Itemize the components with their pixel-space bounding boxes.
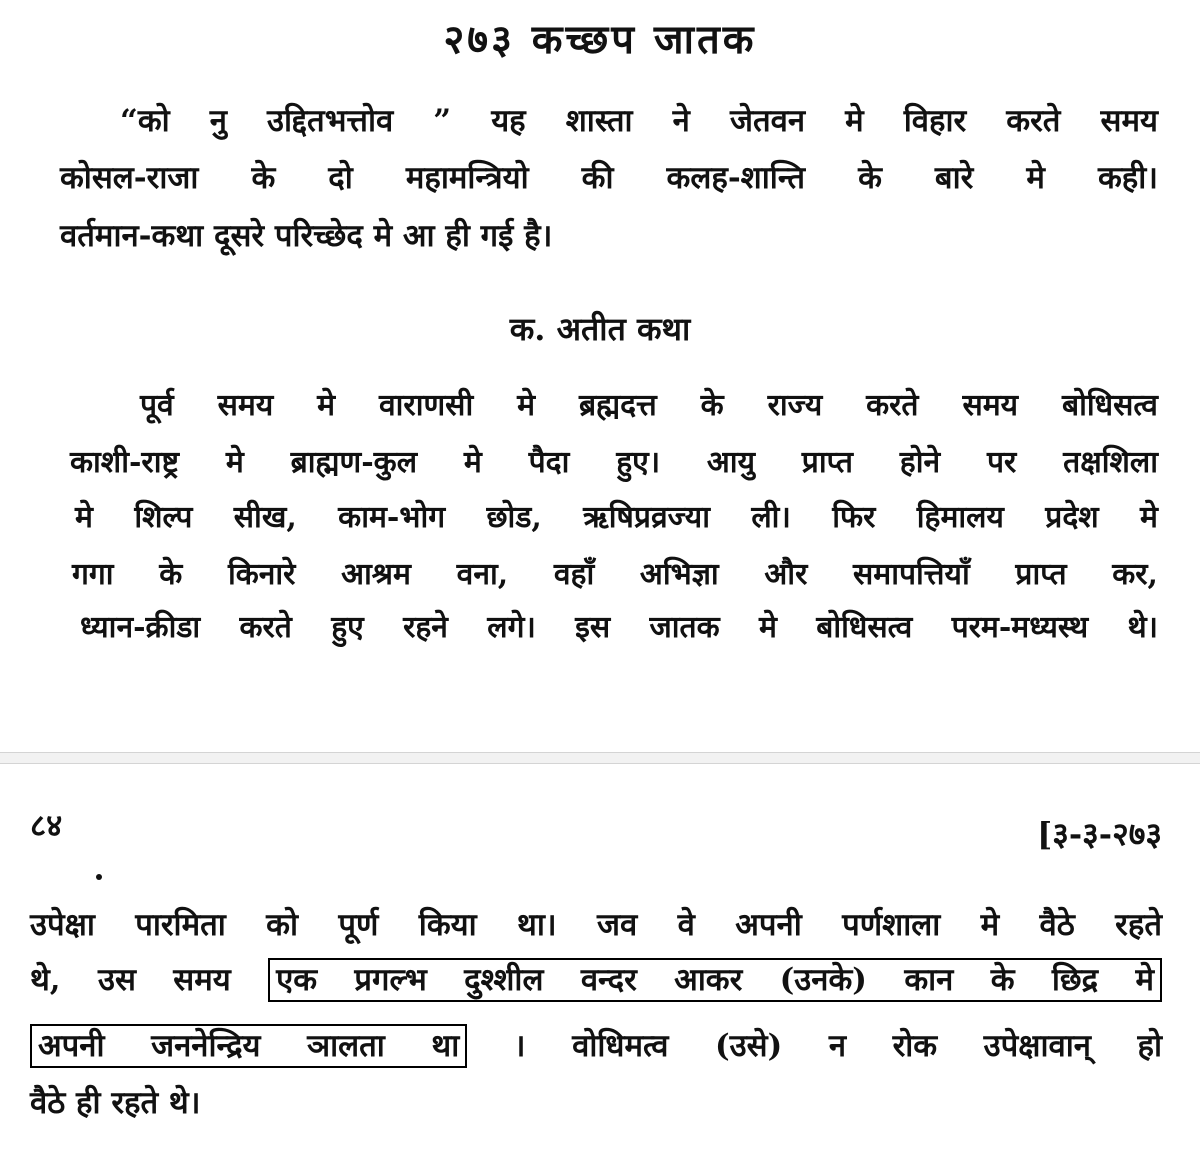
body-line-2-plain: थे, उस समय: [30, 962, 231, 998]
intro-line-1: “को नु उद्दितभत्तोव ” यह शास्ता ने जेतवन मे विहार करते समय: [120, 103, 1158, 139]
page-title: २७३ कच्छप जातक: [443, 16, 757, 63]
page-divider: [0, 752, 1200, 764]
body-line-3: [30, 1028, 1162, 1065]
highlight-box-2: अपनी जननेन्द्रिय ञालता था: [30, 1024, 467, 1068]
body-line-2: [30, 962, 1162, 999]
body-line-1: उपेक्षा पारमिता को पूर्ण किया था। जव वे अपनी पर्णशाला मे वैठे रहते: [30, 907, 1162, 943]
story-line-2: काशी-राष्ट्र मे ब्राह्मण-कुल मे पैदा हुए। आयु प्राप्त होने पर तक्षशिला: [70, 445, 1158, 480]
intro-line-3: वर्तमान-कथा दूसरे परिच्छेद मे आ ही गई है।: [60, 218, 553, 254]
body-line-4: वैठे ही रहते थे।: [30, 1085, 201, 1121]
page-number: ८४: [30, 808, 63, 844]
intro-line-2: कोसल-राजा के दो महामन्त्रियो की कलह-शान्ति के बारे मे कही।: [60, 160, 1158, 196]
story-line-4: गगा के किनारे आश्रम वना, वहाँ अभिज्ञा और समापत्तियाँ प्राप्त कर,: [72, 557, 1158, 592]
section-heading: क. अतीत कथा: [509, 310, 691, 348]
body-line-3-plain: । वोधिमत्व (उसे) न रोक उपेक्षावान् हो: [513, 1028, 1163, 1064]
page-reference: [३-३-२७३: [1037, 815, 1162, 853]
story-line-5: ध्यान-क्रीडा करते हुए रहने लगे। इस जातक मे बोधिसत्व परम-मध्यस्थ थे।: [80, 610, 1158, 645]
story-line-3: मे शिल्प सीख, काम-भोग छोड, ऋषिप्रव्रज्या ली। फिर हिमालय प्रदेश मे: [75, 500, 1158, 535]
story-line-1: पूर्व समय मे वाराणसी मे ब्रह्मदत्त के राज्य करते समय बोधिसत्व: [140, 388, 1158, 423]
ink-dot: [96, 874, 102, 880]
highlight-box-1: एक प्रगल्भ दुश्शील वन्दर आकर (उनके) कान के छिद्र मे: [268, 958, 1162, 1002]
